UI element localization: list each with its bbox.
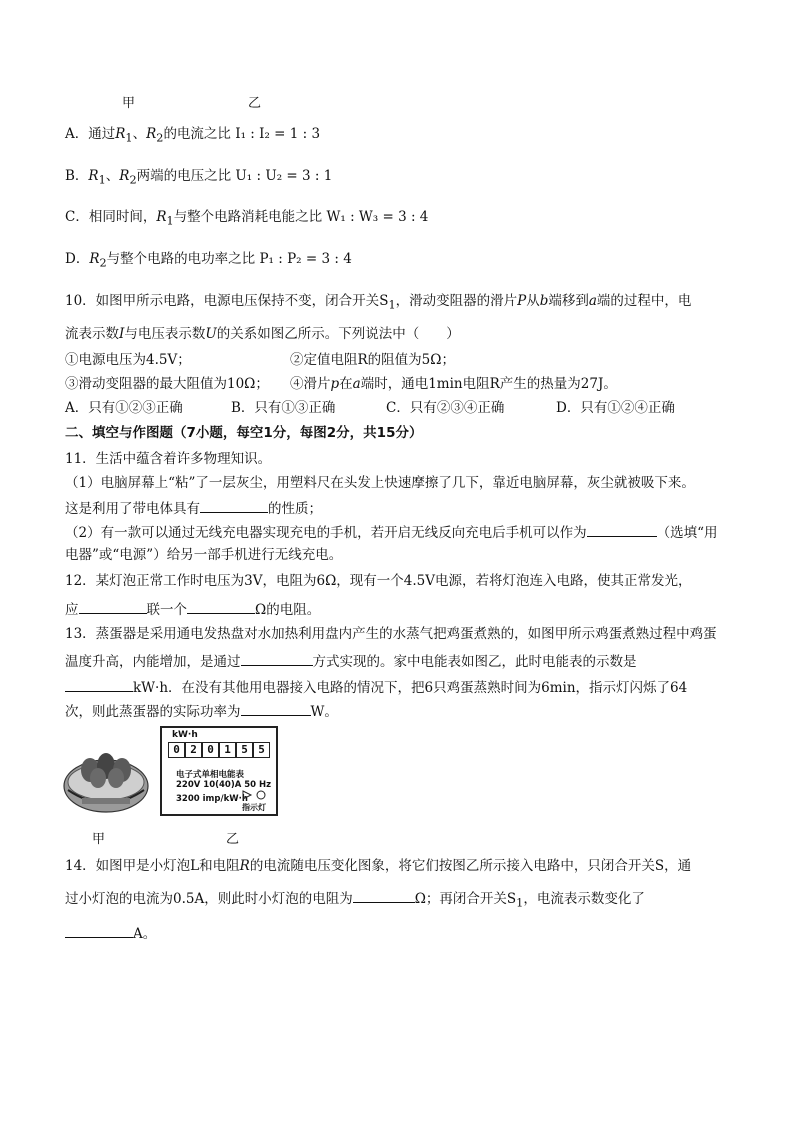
- q10-option-d: D．只有①②④正确: [556, 400, 675, 416]
- q13-blank-3[interactable]: [241, 700, 311, 716]
- q11-blank-1[interactable]: [200, 497, 268, 513]
- q12-line1: 12．某灯泡正常工作时电压为3V，电阻为6Ω，现有一个4.5V电源，若将灯泡连入电路，使其正常发光，: [65, 573, 692, 589]
- q11-part1-line1: （1）电脑屏幕上“粘”了一层灰尘，用塑料尺在头发上快速摩擦了几下，靠近电脑屏幕，灰尘就被吸下来。: [65, 475, 695, 491]
- meter-digit: 0: [168, 742, 185, 758]
- q11-stem: 11．生活中蕴含着许多物理知识。: [65, 451, 272, 467]
- q14-line3: A。: [65, 922, 156, 944]
- q10-statement-1: ①电源电压为4.5V；: [65, 352, 191, 368]
- figure-caption-jia-2: 甲: [92, 832, 106, 847]
- meter-unit: kW·h: [172, 730, 198, 740]
- meter-digit: 2: [185, 742, 202, 758]
- figure-caption-yi-2: 乙: [226, 832, 240, 847]
- q10-statement-2: ②定值电阻R的阻值为5Ω；: [290, 352, 455, 368]
- q10-stem-line2: 流表示数I与电压表示数U的关系如图乙所示。下列说法中（ ）: [65, 326, 460, 342]
- q10-option-c: C．只有②③④正确: [386, 400, 505, 416]
- q12-line2: 应 联一个 Ω的电阻。: [65, 598, 320, 620]
- q11-part1-line2: 这是利用了带电体具有 的性质；: [65, 497, 322, 519]
- q9-option-b: B．$R_1$、$R_2$两端的电压之比 U₁ : U₂ = 3 : 1: [65, 168, 333, 187]
- q11-part2-line2: 电器”或“电源”）给另一部手机进行无线充电。: [65, 547, 343, 563]
- q14-blank-2[interactable]: [65, 922, 133, 938]
- meter-digit: 0: [202, 742, 219, 758]
- q13-blank-1[interactable]: [241, 650, 313, 666]
- q10-statements-row1: [65, 350, 455, 370]
- q10-option-b: B．只有①③正确: [231, 400, 336, 416]
- indicator-lamp-icon: [242, 790, 270, 800]
- q9-option-a: A．通过$R_1$、$R_2$的电流之比 I₁ : I₂ = 1 : 3: [65, 126, 321, 145]
- meter-spec: 220V 10(40)A 50 Hz: [176, 780, 272, 790]
- meter-digit: 5: [236, 742, 253, 758]
- q9-option-d: D．$R_2$与整个电路的电功率之比 P₁ : P₂ = 3 : 4: [65, 251, 352, 270]
- meter-digits: [168, 742, 276, 758]
- q14-line2: 过小灯泡的电流为0.5A，则此时小灯泡的电阻为 Ω；再闭合开关$S_1$，电流表示数变化了: [65, 887, 645, 914]
- q11-part2-line1: （2）有一款可以通过无线充电器实现充电的手机，若开启无线反向充电后手机可以作为 （选填“用: [65, 521, 718, 543]
- q13-line3: kW·h．在没有其他用电器接入电路的情况下，把6只鸡蛋蒸熟时间为6min，指示灯闪烁了64: [65, 676, 687, 698]
- meter-imp: 3200 imp/kW·h: [176, 794, 248, 804]
- meter-digit: 5: [253, 742, 270, 758]
- q13-line4: 次，则此蒸蛋器的实际功率为 W。: [65, 700, 338, 722]
- q10-statement-3: ③滑动变阻器的最大阻值为10Ω；: [65, 376, 269, 392]
- section-2-heading: 二、填空与作图题（7小题，每空1分，每图2分，共15分）: [65, 425, 423, 441]
- figure-caption-jia: 甲: [122, 96, 136, 111]
- q13-blank-2[interactable]: [65, 676, 133, 692]
- q13-line1: 13．蒸蛋器是采用通电发热盘对水加热利用盘内产生的水蒸气把鸡蛋煮熟的，如图甲所示鸡蛋煮熟过程中鸡蛋: [65, 626, 717, 642]
- meter-lamp-label: 指示灯: [242, 803, 266, 812]
- meter-digit: 1: [219, 742, 236, 758]
- q10-statement-4a: ④滑片: [290, 376, 331, 392]
- q14-line1: 14．如图甲是小灯泡L和电阻R的电流随电压变化图象，将它们按图乙所示接入电路中，只闭合开关S，通: [65, 858, 692, 874]
- q14-blank-1[interactable]: [353, 887, 415, 903]
- electric-meter: [160, 726, 278, 816]
- meter-name: 电子式单相电能表: [176, 770, 245, 780]
- q13-line2: 温度升高，内能增加，是通过 方式实现的。家中电能表如图乙，此时电能表的示数是: [65, 650, 637, 672]
- egg-steamer-image: [62, 740, 150, 816]
- q10-option-a: A．只有①②③正确: [65, 400, 183, 416]
- q10-stem-line1: 10．如图甲所示电路，电源电压保持不变，闭合开关$S_1$，滑动变阻器的滑片P从b端移到a端的过程中，电: [65, 293, 692, 312]
- q10-statements-row2: ③滑动变阻器的最大阻值为10Ω； ④滑片p在a端时，通电1min电阻R产生的热量为27J。: [65, 376, 617, 392]
- q9-option-c: C．相同时间，$R_1$与整个电路消耗电能之比 W₁ : W₃ = 3 : 4: [65, 209, 429, 228]
- q12-blank-2[interactable]: [187, 598, 255, 614]
- figure-caption-yi: 乙: [248, 96, 262, 111]
- q12-blank-1[interactable]: [79, 598, 147, 614]
- q11-blank-2[interactable]: [587, 521, 657, 537]
